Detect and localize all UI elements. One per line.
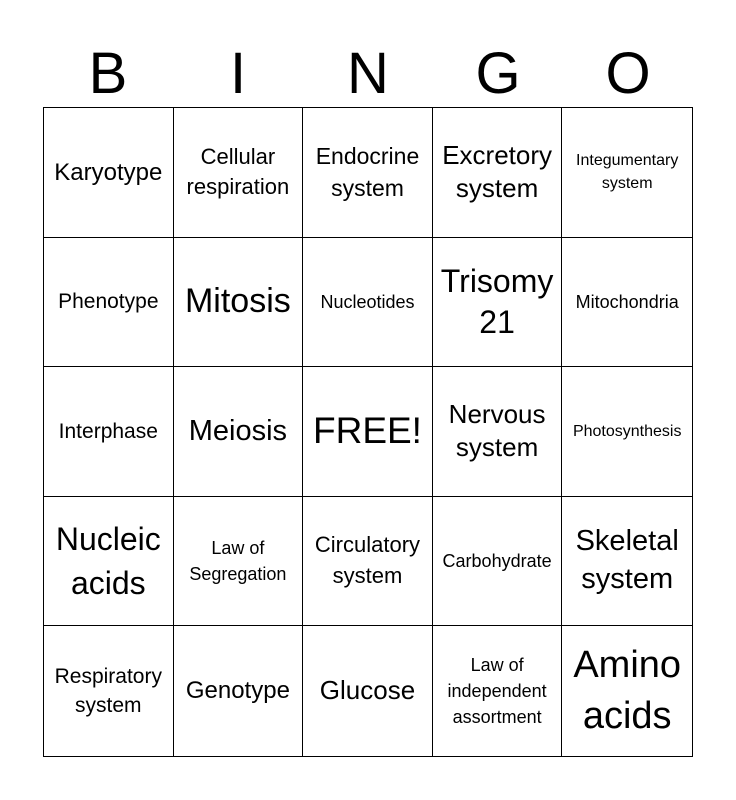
- cell-text: Carbohydrate: [442, 551, 552, 572]
- bingo-cell: [562, 238, 692, 368]
- bingo-cell: [562, 497, 692, 627]
- cell-text: Trisomy 21: [440, 262, 554, 340]
- bingo-cell: [174, 367, 304, 497]
- cell-text: Karyotype: [54, 158, 163, 186]
- cell-text: Respiratory system: [54, 664, 162, 718]
- bingo-cell: [433, 238, 563, 368]
- cell-text: Genotype: [185, 677, 290, 705]
- bingo-cell: [44, 238, 174, 368]
- cell-text: Glucose: [319, 675, 416, 706]
- bingo-cell: [174, 497, 304, 627]
- cell-text: Mitochondria: [575, 291, 679, 312]
- header-letter-g: G: [475, 41, 521, 106]
- bingo-cell: [44, 497, 174, 627]
- bingo-cell: [562, 367, 692, 497]
- bingo-cell: [303, 497, 433, 627]
- header-letter-i: I: [229, 41, 247, 106]
- bingo-header: [43, 40, 693, 108]
- bingo-cell: [562, 108, 692, 238]
- cell-text: Nucleotides: [320, 291, 415, 312]
- cell-text: Meiosis: [188, 414, 288, 447]
- cell-text: Law of Segregation: [189, 538, 287, 585]
- bingo-cell: [433, 626, 563, 756]
- cell-text: Interphase: [58, 419, 158, 443]
- cell-text: Excretory system: [442, 139, 552, 204]
- bingo-cell: [433, 108, 563, 238]
- cell-text: FREE!: [313, 410, 422, 452]
- bingo-cell: [303, 238, 433, 368]
- bingo-cell: [303, 367, 433, 497]
- bingo-cell: [174, 108, 304, 238]
- bingo-cell: [174, 626, 304, 756]
- bingo-cell: [433, 367, 563, 497]
- header-letter-o: O: [605, 41, 651, 106]
- bingo-cell: [303, 108, 433, 238]
- header-letter-n: N: [347, 41, 389, 106]
- bingo-cell: [562, 626, 692, 756]
- cell-text: Nucleic acids: [55, 520, 161, 602]
- cell-text: Nervous system: [448, 398, 546, 463]
- bingo-cell: [174, 238, 304, 368]
- cell-text: Phenotype: [58, 290, 159, 314]
- cell-text: Amino acids: [573, 643, 682, 738]
- cell-text: Integumentary system: [576, 152, 679, 193]
- bingo-cell: [44, 626, 174, 756]
- cell-text: Mitosis: [184, 281, 291, 320]
- cell-text: Cellular respiration: [186, 143, 290, 200]
- bingo-cell: [303, 626, 433, 756]
- bingo-cell: [44, 367, 174, 497]
- cell-text: Skeletal system: [575, 525, 679, 596]
- cell-text: Photosynthesis: [572, 422, 682, 440]
- bingo-cell: [44, 108, 174, 238]
- header-letter-b: B: [88, 41, 128, 106]
- cell-text: Law of independent assortment: [447, 655, 547, 728]
- bingo-card-grid: [43, 107, 693, 757]
- bingo-cell: [433, 497, 563, 627]
- cell-text: Circulatory system: [314, 532, 421, 589]
- cell-text: Endocrine system: [315, 143, 420, 202]
